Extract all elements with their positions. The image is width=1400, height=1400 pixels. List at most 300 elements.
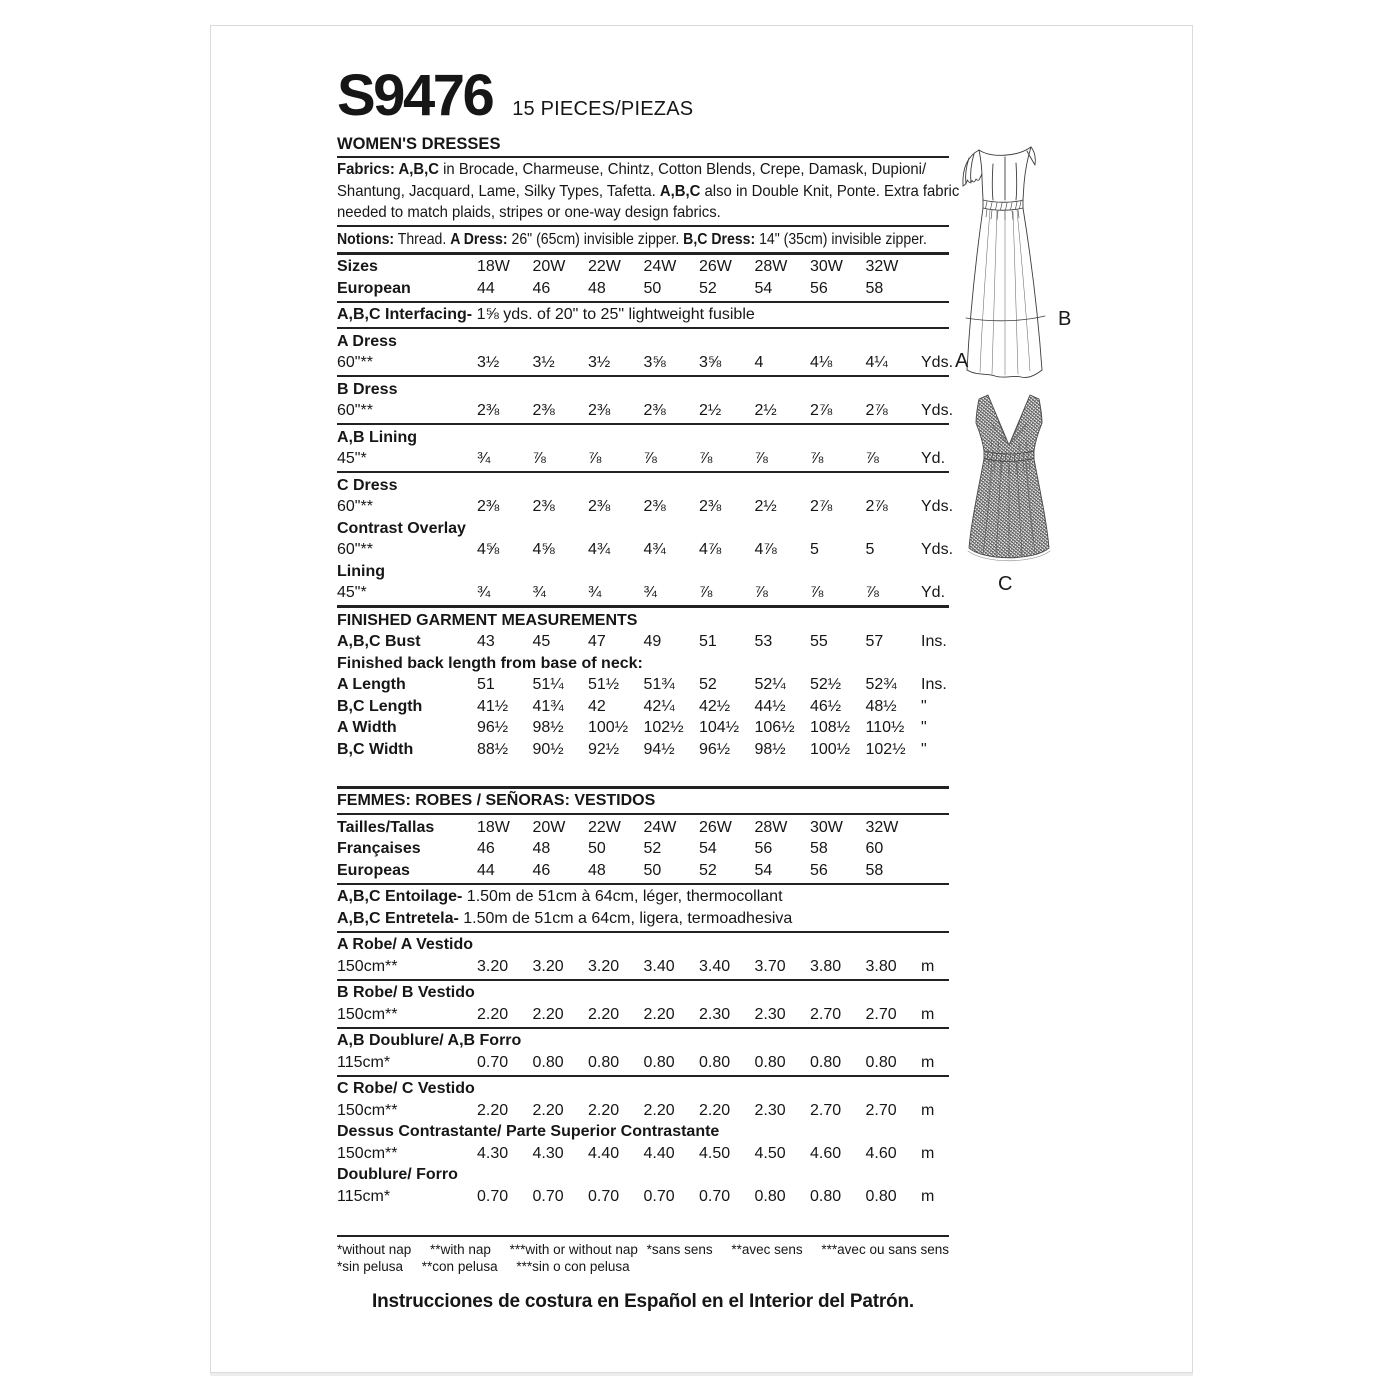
- table-cell: 52½: [810, 676, 842, 693]
- unit-cell: [921, 256, 949, 278]
- table-cell: 0.80: [643, 1053, 675, 1071]
- table-cell: 2.20: [699, 1101, 731, 1119]
- table-section-row: [337, 982, 949, 1004]
- divider-rule: [337, 252, 949, 255]
- notions-text: 14" (35cm) invisible zipper.: [755, 230, 927, 248]
- table-cell: 2.70: [810, 1101, 842, 1119]
- table-row: [337, 1100, 949, 1122]
- notions-paragraph: [337, 229, 949, 251]
- table-rule: [337, 979, 949, 981]
- table-cell: 3½: [588, 354, 611, 371]
- table-cell: 2.20: [643, 1101, 675, 1119]
- fabrics-text: needed to match plaids, stripes or one-way design fabrics.: [337, 204, 721, 221]
- table-cell: 0.70: [699, 1187, 731, 1205]
- table-cell: 4: [754, 354, 764, 371]
- section-label: A,B Lining: [337, 428, 417, 446]
- yardage-table-imperial: [337, 256, 954, 760]
- table-cell: 98½: [532, 719, 564, 736]
- row-label: 60"**: [337, 402, 373, 419]
- table-row: [337, 838, 949, 860]
- table-cell: 2⅞: [865, 498, 888, 515]
- table-cell: 41½: [477, 697, 509, 715]
- table-cell: 48: [588, 861, 606, 879]
- table-cell: 22W: [588, 818, 621, 836]
- unit-cell: ": [921, 719, 927, 736]
- table-cell: 45: [532, 633, 551, 650]
- table-cell: 96½: [699, 740, 731, 758]
- table-cell: 48: [532, 840, 551, 857]
- table-row: [337, 582, 949, 604]
- table-cell: 42½: [699, 697, 731, 715]
- row-label: Sizes: [337, 258, 378, 275]
- unit-cell: Yd.: [921, 584, 946, 601]
- fabrics-line2: [337, 181, 959, 203]
- table-row: [337, 1186, 949, 1208]
- fabrics-views-label: A,B,C: [659, 182, 701, 200]
- table-cell: 30W: [810, 258, 843, 275]
- table-cell: 50: [643, 861, 662, 879]
- table-cell: 48½: [865, 697, 897, 715]
- row-label: Europeas: [337, 861, 410, 879]
- table-cell: 4.30: [532, 1144, 564, 1162]
- waistband: [983, 200, 1023, 210]
- section-label: A,B,C Entretela-: [337, 909, 459, 927]
- table-cell: 96½: [477, 719, 509, 736]
- table-cell: 49: [643, 633, 662, 650]
- table-cell: ⅞: [643, 450, 657, 467]
- row-label: A Width: [337, 719, 397, 736]
- section-label: A Dress: [337, 332, 397, 350]
- table-cell: 54: [754, 861, 773, 879]
- table-cell: 51½: [588, 676, 620, 693]
- table-rule: [337, 1027, 949, 1029]
- table-cell: ⅞: [754, 450, 768, 467]
- fabrics-line3: [337, 202, 721, 224]
- section-label: B Robe/ B Vestido: [337, 984, 475, 1001]
- divider-rule: [337, 156, 949, 158]
- table-cell: 51: [699, 633, 717, 650]
- table-cell: 4.30: [477, 1144, 509, 1162]
- footnote-french: *sans sens **avec sens ***avec ou sans sens: [646, 1241, 949, 1257]
- table-row: [337, 631, 949, 653]
- fabrics-text: also in Double Knit, Ponte. Extra fabric: [700, 182, 960, 200]
- table-rule: [337, 883, 949, 885]
- section-label: Lining: [337, 562, 385, 580]
- section-label: B Dress: [337, 380, 398, 398]
- fabrics-label: Fabrics: A,B,C: [337, 161, 439, 178]
- table-cell: 2½: [754, 498, 777, 515]
- table-cell: 51: [477, 676, 495, 693]
- table-cell: 44: [477, 861, 495, 879]
- table-cell: 44: [477, 279, 495, 297]
- notions-text: 26" (65cm) invisible zipper.: [507, 230, 684, 248]
- table-cell: 32W: [865, 818, 899, 836]
- table-cell: 2.30: [699, 1005, 731, 1023]
- table-cell: 0.70: [532, 1187, 564, 1205]
- table-section-row: [337, 610, 949, 632]
- unit-cell: m: [921, 1101, 935, 1119]
- table-row: [337, 696, 949, 718]
- a-dress-label: A Dress:: [450, 230, 508, 248]
- table-cell: 52: [699, 279, 717, 297]
- skirt-back: [966, 208, 1045, 377]
- table-cell: 24W: [643, 818, 677, 836]
- table-row: [337, 400, 954, 422]
- footnote-spanish: *sin pelusa **con pelusa ***sin o con pelusa: [337, 1258, 630, 1274]
- fabrics-text: Shantung, Jacquard, Lame, Silky Types, Tafetta.: [337, 182, 660, 200]
- table-cell: 3½: [532, 354, 555, 371]
- spanish-instructions-note: Instrucciones de costura en Español en el Interior del Patrón.: [372, 1290, 914, 1312]
- fabrics-line1: [337, 159, 926, 181]
- table-row: [337, 674, 949, 696]
- table-cell: 44½: [754, 697, 786, 715]
- table-cell: 108½: [810, 719, 851, 736]
- table-cell: ⅞: [754, 584, 768, 601]
- spacer: [337, 760, 949, 784]
- row-label: Tailles/Tallas: [337, 818, 435, 836]
- bodice-back: [979, 147, 1035, 200]
- table-cell: ¾: [532, 584, 546, 601]
- table-cell: 60: [865, 840, 884, 857]
- table-cell: 2.70: [810, 1005, 842, 1023]
- section-label: Doublure/ Forro: [337, 1166, 458, 1183]
- row-label: 60"**: [337, 354, 373, 371]
- category-title: WOMEN'S DRESSES: [337, 135, 501, 153]
- table-cell: 52: [699, 676, 717, 693]
- section-text: 1.50m de 51cm à 64cm, léger, thermocollant: [462, 888, 783, 905]
- table-cell: 5: [865, 541, 875, 558]
- table-rule: [337, 786, 949, 789]
- row-label: European: [337, 279, 411, 297]
- table-cell: 4¾: [643, 541, 666, 558]
- table-cell: 4.40: [643, 1144, 675, 1162]
- divider-rule: [337, 225, 949, 227]
- table-cell: 4.60: [810, 1144, 842, 1162]
- table-section-row: [337, 1030, 949, 1052]
- table-cell: 2½: [699, 402, 722, 419]
- table-cell: 42¼: [643, 697, 675, 715]
- row-label: 150cm**: [337, 1144, 398, 1162]
- table-cell: 106½: [754, 719, 795, 736]
- table-cell: 90½: [532, 740, 564, 758]
- table-row: [337, 739, 949, 761]
- table-section-row: [337, 1078, 949, 1100]
- table-cell: 2.30: [754, 1101, 786, 1119]
- table-cell: 3.80: [865, 957, 897, 975]
- table-cell: 52¼: [754, 676, 786, 693]
- table-cell: 2⅜: [532, 498, 555, 515]
- table-cell: 0.70: [477, 1187, 509, 1205]
- table-rule: [337, 423, 949, 425]
- unit-cell: ": [921, 697, 927, 715]
- table-cell: 41¾: [532, 697, 564, 715]
- table-cell: 110½: [865, 719, 905, 736]
- table-cell: 4.50: [754, 1144, 786, 1162]
- table-cell: 3.20: [532, 957, 564, 975]
- notions-text: Thread.: [394, 230, 451, 248]
- unit-cell: Ins.: [921, 676, 947, 693]
- table-cell: 2.20: [532, 1101, 564, 1119]
- table-cell: ⅞: [699, 584, 713, 601]
- table-cell: 0.80: [810, 1053, 842, 1071]
- fabrics-text: in Brocade, Charmeuse, Chintz, Cotton Blends, Crepe, Damask, Dupioni/: [438, 161, 927, 178]
- unit-cell: [921, 278, 949, 300]
- unit-cell: Yds.: [921, 541, 954, 558]
- table-cell: 3.70: [754, 957, 786, 975]
- dress-a-b-illustration: [955, 138, 1055, 383]
- table-row: [337, 448, 949, 470]
- table-cell: 48: [588, 279, 606, 297]
- table-cell: 24W: [643, 258, 677, 275]
- table-rule: [337, 813, 949, 815]
- table-cell: 2.20: [532, 1005, 564, 1023]
- table-cell: 3⅝: [699, 354, 722, 371]
- table-cell: 2⅞: [810, 402, 833, 419]
- table-cell: 2⅜: [699, 498, 722, 515]
- unit-cell: Yd.: [921, 450, 946, 467]
- unit-cell: m: [921, 1005, 935, 1023]
- table-cell: 54: [699, 840, 717, 857]
- table-cell: 53: [754, 633, 773, 650]
- table-cell: ⅞: [810, 584, 824, 601]
- unit-cell: Yds.: [921, 402, 954, 419]
- table-cell: 46: [532, 861, 551, 879]
- unit-cell: [921, 860, 949, 882]
- table-rule: [337, 605, 949, 608]
- table-row: [337, 496, 954, 518]
- pattern-number: S9476: [337, 63, 493, 128]
- table-cell: 0.80: [754, 1187, 786, 1205]
- table-cell: 52: [643, 840, 662, 857]
- unit-cell: m: [921, 1053, 935, 1071]
- table-cell: 47: [588, 633, 606, 650]
- table-cell: ⅞: [532, 450, 546, 467]
- table-cell: 50: [588, 840, 606, 857]
- table-cell: 56: [754, 840, 773, 857]
- table-cell: 54: [754, 279, 773, 297]
- table-cell: 2.20: [477, 1005, 509, 1023]
- table-cell: 2⅜: [643, 498, 666, 515]
- table-section-row: [337, 908, 949, 930]
- table-cell: 102½: [865, 740, 906, 758]
- flutter-sleeve: [963, 150, 982, 186]
- section-label: FINISHED GARMENT MEASUREMENTS: [337, 611, 638, 629]
- table-section-row: [337, 379, 949, 401]
- table-cell: 2⅞: [865, 402, 888, 419]
- table-cell: 4¾: [588, 541, 611, 558]
- table-cell: ¾: [643, 584, 657, 601]
- table-cell: 0.70: [588, 1187, 620, 1205]
- table-section-row: [337, 427, 949, 449]
- unit-cell: Yds.: [921, 498, 954, 515]
- table-cell: 0.80: [810, 1187, 842, 1205]
- table-cell: 92½: [588, 740, 620, 758]
- table-cell: ⅞: [810, 450, 824, 467]
- dress-c-illustration: [963, 390, 1055, 570]
- table-cell: 3.40: [699, 957, 731, 975]
- table-cell: 3.40: [643, 957, 675, 975]
- table-cell: 20W: [532, 818, 566, 836]
- notions-line: [337, 229, 927, 251]
- table-cell: 94½: [643, 740, 675, 758]
- table-cell: 51¾: [643, 676, 675, 693]
- table-cell: ⅞: [699, 450, 713, 467]
- table-rule: [337, 471, 949, 473]
- table-cell: 0.80: [588, 1053, 620, 1071]
- table-section-row: [337, 518, 949, 540]
- table-cell: 0.80: [865, 1053, 897, 1071]
- table-row: [337, 352, 954, 374]
- table-cell: 46½: [810, 697, 842, 715]
- table-cell: 3.80: [810, 957, 842, 975]
- table-cell: 88½: [477, 740, 509, 758]
- table-cell: 0.70: [643, 1187, 675, 1205]
- pattern-envelope-back-sheet: [210, 25, 1193, 1373]
- row-label: 45"*: [337, 450, 367, 467]
- table-cell: 18W: [477, 258, 510, 275]
- table-cell: 43: [477, 633, 495, 650]
- section-label: C Dress: [337, 476, 398, 494]
- table-row: [337, 860, 949, 882]
- table-row: [337, 539, 954, 561]
- table-cell: ⅞: [588, 450, 602, 467]
- notions-label: Notions:: [337, 230, 395, 248]
- table-cell: 26W: [699, 818, 732, 836]
- section-label: Contrast Overlay: [337, 519, 466, 537]
- unit-cell: m: [921, 1144, 935, 1162]
- table-cell: 57: [865, 633, 884, 650]
- table-section-row: [337, 653, 949, 675]
- table-cell: 5: [810, 541, 819, 558]
- table-cell: 28W: [754, 818, 788, 836]
- table-cell: 50: [643, 279, 662, 297]
- table-row: [337, 256, 949, 278]
- footnote-english: *without nap **with nap ***with or without nap: [337, 1241, 638, 1257]
- table-cell: 2½: [754, 402, 777, 419]
- unit-cell: [921, 838, 949, 860]
- row-label: 150cm**: [337, 1101, 398, 1119]
- table-row: [337, 956, 949, 978]
- table-section-row: [337, 475, 949, 497]
- row-label: 115cm*: [337, 1053, 391, 1071]
- table-cell: 4⅝: [477, 541, 500, 558]
- table-rule: [337, 931, 949, 933]
- table-section-row: [337, 561, 949, 583]
- row-label: A,B,C Bust: [337, 633, 421, 650]
- table-cell: 98½: [754, 740, 786, 758]
- table-cell: 3.20: [588, 957, 620, 975]
- table-cell: 2⅜: [643, 402, 666, 419]
- table-cell: 4.40: [588, 1144, 620, 1162]
- table-cell: 3½: [477, 354, 500, 371]
- table-cell: 22W: [588, 258, 621, 275]
- header: [337, 63, 949, 128]
- table-cell: 26W: [699, 258, 732, 275]
- table-cell: 3.20: [477, 957, 509, 975]
- table-row: [337, 1143, 949, 1165]
- table-cell: 56: [810, 861, 828, 879]
- table-row: [337, 278, 949, 300]
- table-cell: 4⅞: [754, 541, 777, 558]
- table-rule: [337, 327, 949, 329]
- row-label: 45"*: [337, 584, 367, 601]
- table-cell: 4⅝: [532, 541, 555, 558]
- section-label: A,B,C Entoilage-: [337, 888, 463, 905]
- row-label: 115cm*: [337, 1187, 391, 1205]
- table-cell: 0.70: [477, 1053, 509, 1071]
- table-cell: 2⅜: [477, 402, 500, 419]
- row-label: 60"**: [337, 498, 373, 515]
- table-cell: 55: [810, 633, 828, 650]
- row-label: Françaises: [337, 840, 421, 857]
- section-label: Dessus Contrastante/ Parte Superior Contrastante: [337, 1123, 720, 1140]
- table-cell: 58: [810, 840, 828, 857]
- table-rule: [337, 301, 949, 303]
- table-cell: 3⅝: [643, 354, 666, 371]
- row-label: B,C Width: [337, 740, 414, 758]
- unit-cell: [921, 817, 949, 839]
- table-cell: 0.80: [532, 1053, 564, 1071]
- table-cell: 46: [532, 279, 551, 297]
- footnote-rule: [337, 1235, 949, 1237]
- table-cell: 51¼: [532, 676, 564, 693]
- table-cell: 2.20: [477, 1101, 509, 1119]
- unit-cell: Ins.: [921, 633, 947, 650]
- table-cell: ⅞: [865, 584, 879, 601]
- table-section-row: [337, 1164, 949, 1186]
- table-cell: 32W: [865, 258, 899, 275]
- table-cell: 102½: [643, 719, 684, 736]
- footnotes-line1: [337, 1241, 949, 1258]
- view-b-label: B: [1058, 308, 1072, 330]
- table-cell: 4⅛: [810, 354, 833, 371]
- table-cell: 56: [810, 279, 828, 297]
- table-cell: 18W: [477, 818, 510, 836]
- section-label: FEMMES: ROBES / SEÑORAS: VESTIDOS: [337, 792, 656, 809]
- row-label: B,C Length: [337, 697, 423, 715]
- table-rule: [337, 375, 949, 377]
- table-cell: 52¾: [865, 676, 897, 693]
- table-cell: 2.70: [865, 1101, 897, 1119]
- table-row: [337, 717, 949, 739]
- table-cell: 2⅜: [477, 498, 500, 515]
- table-section-row: [337, 934, 949, 956]
- main-content-column: [337, 63, 960, 1313]
- table-section-row: [337, 304, 949, 326]
- table-cell: 100½: [588, 719, 629, 736]
- section-label: A,B Doublure/ A,B Forro: [337, 1032, 522, 1049]
- table-cell: 2.20: [588, 1101, 620, 1119]
- table-cell: 2⅞: [810, 498, 833, 515]
- row-label: 150cm**: [337, 1005, 398, 1023]
- row-label: A Length: [337, 676, 406, 693]
- table-cell: 28W: [754, 258, 788, 275]
- pieces-count: 15 PIECES/PIEZAS: [512, 98, 694, 120]
- table-row: [337, 1052, 949, 1074]
- row-label: 150cm**: [337, 957, 398, 975]
- table-section-row: [337, 886, 949, 908]
- row-label: 60"**: [337, 541, 373, 558]
- table-section-row: [337, 1121, 949, 1143]
- table-cell: 0.80: [699, 1053, 731, 1071]
- section-label: A,B,C Interfacing-: [337, 306, 473, 323]
- table-row: [337, 817, 949, 839]
- table-cell: 100½: [810, 740, 851, 758]
- section-text: 1⅝ yds. of 20" to 25" lightweight fusible: [472, 306, 755, 323]
- view-b-length-line: [966, 316, 1045, 321]
- table-cell: 20W: [532, 258, 566, 275]
- table-cell: 4.50: [699, 1144, 731, 1162]
